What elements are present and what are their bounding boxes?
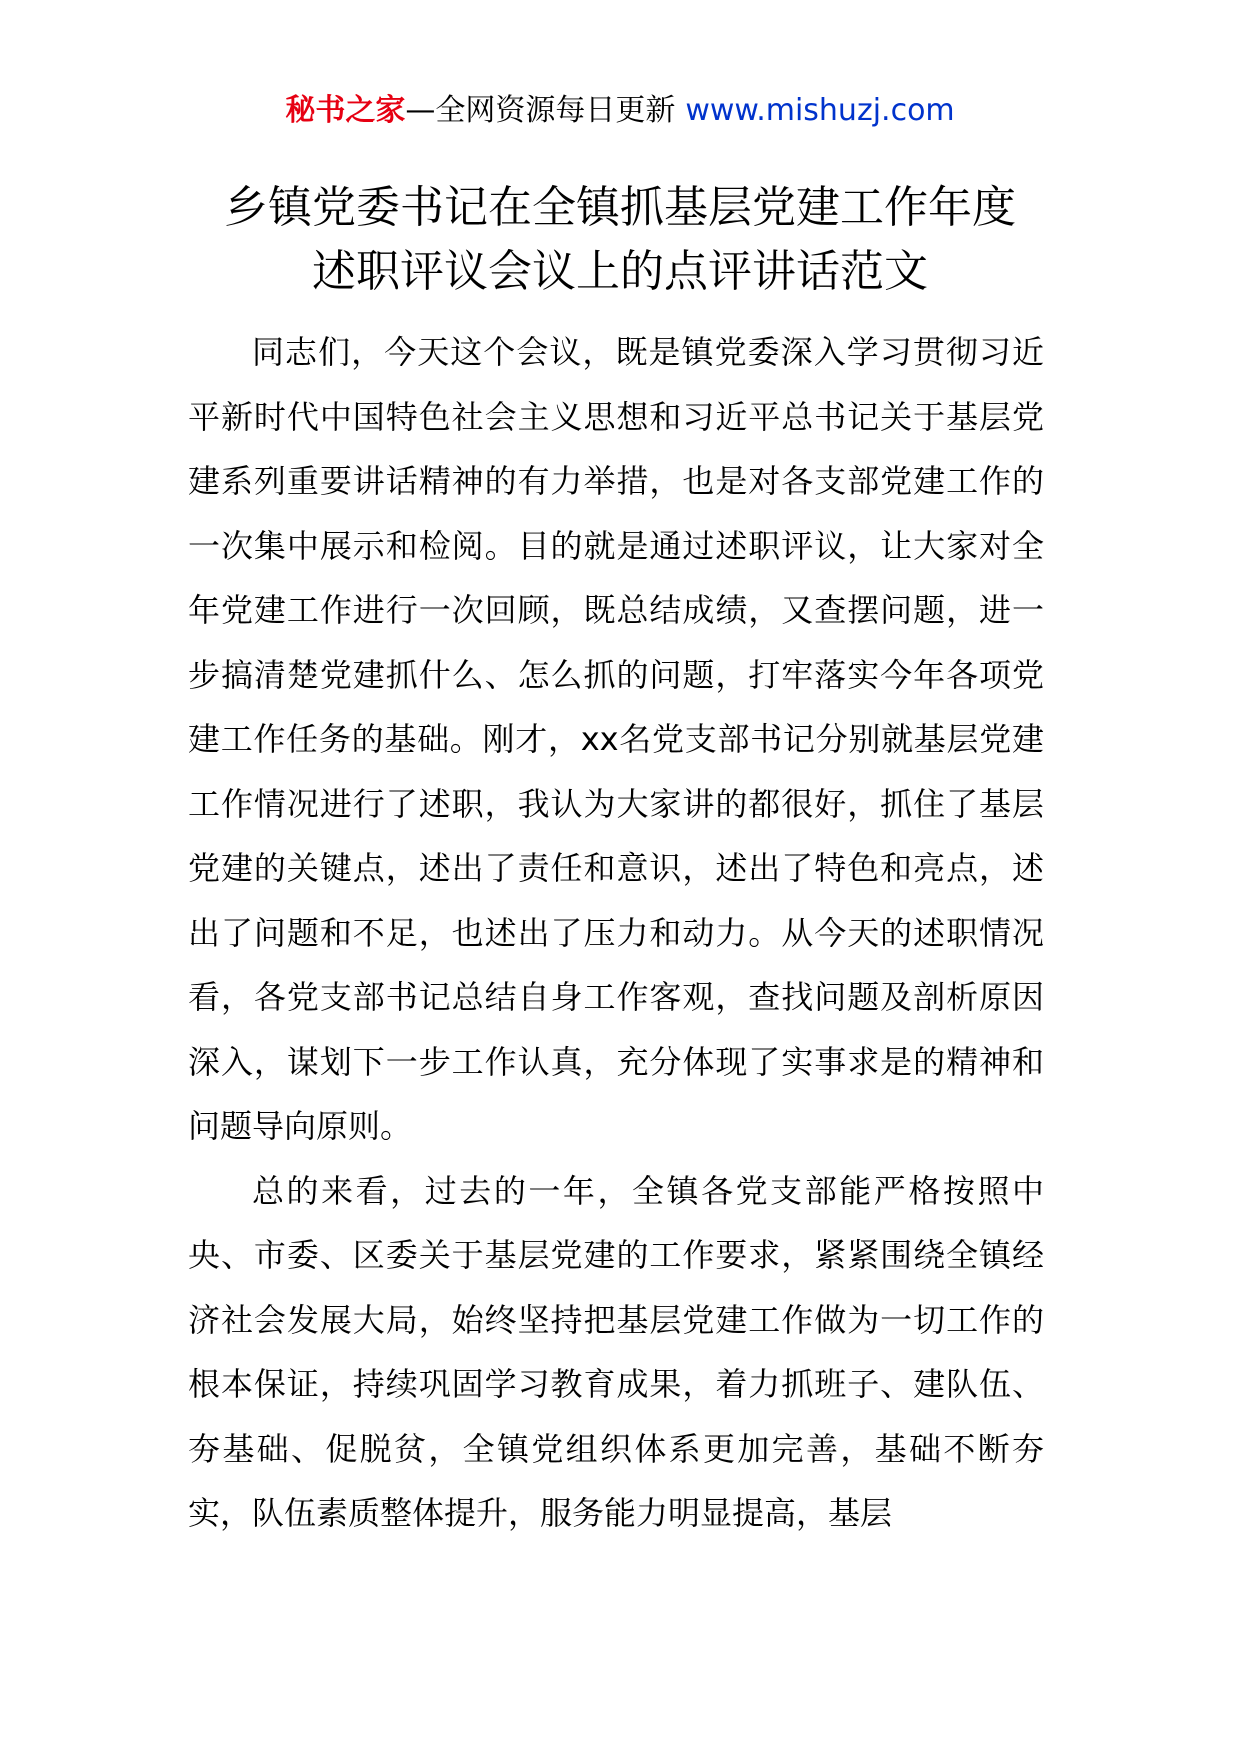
site-url-link[interactable]: www.mishuzj.com [685, 93, 955, 128]
title-line-2: 述职评议会议上的点评讲话范文 [312, 246, 928, 297]
body-paragraph-2: 总的来看，过去的一年，全镇各党支部能严格按照中央、市委、区委关于基层党建的工作要求，紧紧围绕全镇经济社会发展大局，始终坚持把基层党建工作做为一切工作的根本保证，持续巩固学习教育成果，着力抓班子、建队伍、夯基础、促脱贫，全镇党组织体系更加完善，基础不断夯实，队伍素质整体提升，服务能力明显提高，基层 [188, 1171, 1044, 1532]
document-body [188, 320, 1044, 1546]
site-tagline: —全网资源每日更新 [405, 93, 676, 128]
title-line-1: 乡镇党委书记在全镇抓基层党建工作年度 [224, 182, 1016, 233]
document-title [150, 176, 1090, 304]
body-paragraph-1: 同志们，今天这个会议，既是镇党委深入学习贯彻习近平新时代中国特色社会主义思想和习近平总书记关于基层党建系列重要讲话精神的有力举措，也是对各支部党建工作的一次集中展示和检阅。目的就是通过述职评议，让大家对全年党建工作进行一次回顾，既总结成绩，又查摆问题，进一步搞清楚党建抓什么、怎么抓的问题，打牢落实今年各项党建工作任务的基础。刚才，xx名党支部书记分别就基层党建工作情况进行了述职，我认为大家讲的都很好，抓住了基层党建的关键点，述出了责任和意识，述出了特色和亮点，述出了问题和不足，也述出了压力和动力。从今天的述职情况看，各党支部书记总结自身工作客观，查找问题及剖析原因深入，谋划下一步工作认真，充分体现了实事求是的精神和问题导向原则。 [188, 333, 1044, 1145]
site-brand: 秘书之家 [285, 93, 406, 128]
site-header [0, 86, 1240, 136]
